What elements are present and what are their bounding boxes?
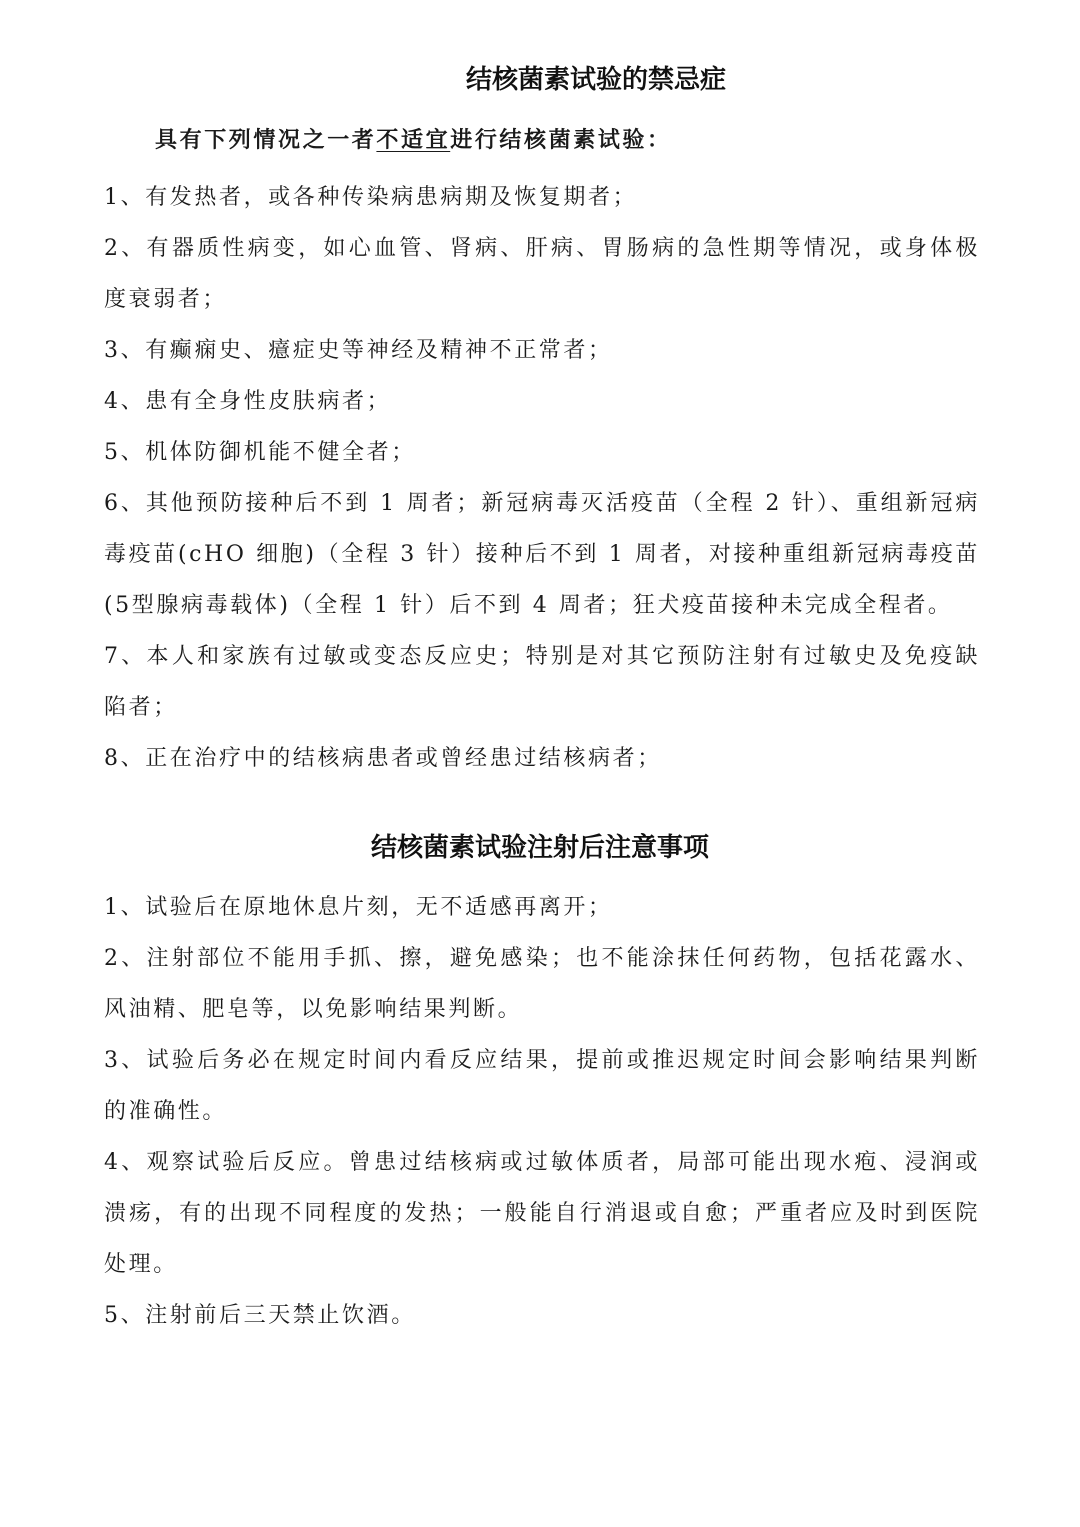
contraindication-item: 6、其他预防接种后不到 1 周者；新冠病毒灭活疫苗（全程 2 针）、重组新冠病毒疫苗(cHO 细胞)（全程 3 针）接种后不到 1 周者，对接种重组新冠病毒疫苗(5型腺病毒载体)（全程 1 针）后不到 4 周者；狂犬疫苗接种未完成全程者。 — [104, 491, 980, 618]
contraindication-item: 3、有癫痫史、癔症史等神经及精神不正常者； — [104, 338, 613, 363]
precaution-item: 3、试验后务必在规定时间内看反应结果，提前或推迟规定时间会影响结果判断的准确性。 — [104, 1048, 980, 1124]
contraindication-item: 7、本人和家族有过敏或变态反应史；特别是对其它预防注射有过敏史及免疫缺陷者； — [104, 644, 980, 720]
intro-emphasis: 不适宜 — [376, 128, 451, 153]
contraindications-title: 结核菌素试验的禁忌症 — [465, 65, 726, 95]
contraindications-intro — [155, 124, 672, 158]
intro-text-after: 进行结核菌素试验： — [450, 128, 672, 153]
intro-text-before: 具有下列情况之一者 — [155, 128, 377, 153]
contraindication-item: 2、有器质性病变，如心血管、肾病、肝病、胃肠病的急性期等情况，或身体极度衰弱者； — [104, 236, 980, 312]
contraindication-item: 5、机体防御机能不健全者； — [104, 440, 416, 465]
precautions-list — [104, 882, 980, 1341]
precaution-item: 2、注射部位不能用手抓、擦，避免感染；也不能涂抹任何药物，包括花露水、风油精、肥皂等，以免影响结果判断。 — [104, 946, 980, 1022]
precaution-item: 4、观察试验后反应。曾患过结核病或过敏体质者，局部可能出现水疱、浸润或溃疡，有的出现不同程度的发热；一般能自行消退或自愈；严重者应及时到医院处理。 — [104, 1150, 980, 1277]
precaution-item: 5、注射前后三天禁止饮酒。 — [104, 1303, 416, 1328]
precautions-title: 结核菌素试验注射后注意事项 — [370, 833, 709, 863]
contraindication-item: 1、有发热者，或各种传染病患病期及恢复期者； — [104, 185, 638, 210]
contraindication-item: 4、患有全身性皮肤病者； — [104, 389, 392, 414]
contraindication-item: 8、正在治疗中的结核病患者或曾经患过结核病者； — [104, 746, 662, 771]
contraindications-list — [104, 172, 980, 784]
precaution-item: 1、试验后在原地休息片刻，无不适感再离开； — [104, 895, 613, 920]
